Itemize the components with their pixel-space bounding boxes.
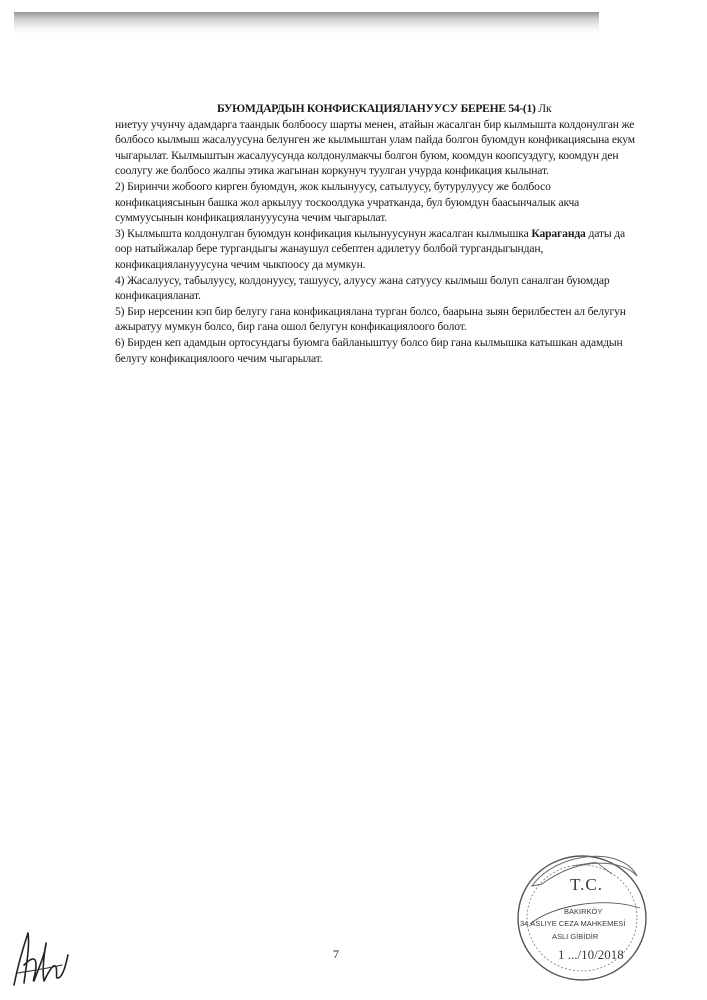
paragraph-5: 5) Бир нерсенин кэп бир белугу гана конфикацияланa турган болсо, баарына зыян берилбестен ал белугун ажыратуу мумкун болсо, бир гана ошол белугун конфикациялоого болот. <box>115 304 626 334</box>
article-title-continuation: Лк <box>535 102 552 115</box>
article-heading-paragraph <box>115 101 635 117</box>
article-title: БУЮМДАРДЫН КОНФИСКАЦИЯЛАНУУСУ БЕРЕНЕ 54-(1) <box>217 102 536 115</box>
paragraph-3-lead: 3) Кылмышта колдонулган буюмдун конфикация кылынуусунун жасалган кылмышка <box>115 226 532 240</box>
stamp-text-group <box>512 846 652 986</box>
paragraph-6: 6) Бирден кеп адамдын ортосундагы буюмга байланыштуу болсо бир гана кылмышка катышкан адамдын белугу конфикациялоого чечим чыгарылат. <box>115 335 623 365</box>
paragraph-3 <box>115 226 635 273</box>
stamp-certified-text: ASLI GİBİDİR <box>552 932 599 941</box>
paragraph-3-bold: Караганда <box>531 226 586 240</box>
stamp-district-text: BAKIRKÖY <box>564 907 603 916</box>
stamp-date-text: 1 .../10/2018 <box>558 947 624 962</box>
paragraph-1: ниетуу учунчу адамдарга таандык болбоосу шарты менен, атайын жасалган бир кылмышта колдонулган же болбосо кылмыш жасалуусуна белунген же кылмыштан улам пайда болгон буюмдун конфикациясына екум чыгарылат. Кылмыштын жасалуусунда колдонулмакчы болгон буюм, коомдун коопсуздугу, коомдун ден соолугу же болбосо жалпы этика жагынан коркунуч туулган учурда конфикация кылынат. <box>115 117 635 178</box>
stamp-court-text: 34.ASLIYE CEZA MAHKEMESİ <box>520 919 626 928</box>
page-number: 7 <box>333 947 339 961</box>
scan-edge-shadow <box>14 12 599 34</box>
stamp-tc-text: T.C. <box>570 875 603 894</box>
paragraph-4: 4) Жасалуусу, табылуусу, колдонуусу, ташуусу, алуусу жана сатуусу кылмыш болуп саналган буюмдар конфикацияланат. <box>115 273 610 303</box>
document-body <box>115 101 635 366</box>
paragraph-2: 2) Биринчи жобоого кирген буюмдун, жок кылынуусу, сатылуусу, бутурулуусу же болбосо конфикациясынын башка жол аркылуу тоскоолдука учратканда, бул буюмдун баасынчалык акча суммуусынын конфикацияланууусуна чечим чыгарылат. <box>115 179 580 225</box>
signature-mark <box>10 925 72 990</box>
paragraph-3-rest: даты да оор натыйжалар бере тургандыгы жанаушул себептен адилетуу болбой тургандыгындан, конфикацияланууусуна чечим чыкпоосу да мумкун. <box>115 226 625 271</box>
